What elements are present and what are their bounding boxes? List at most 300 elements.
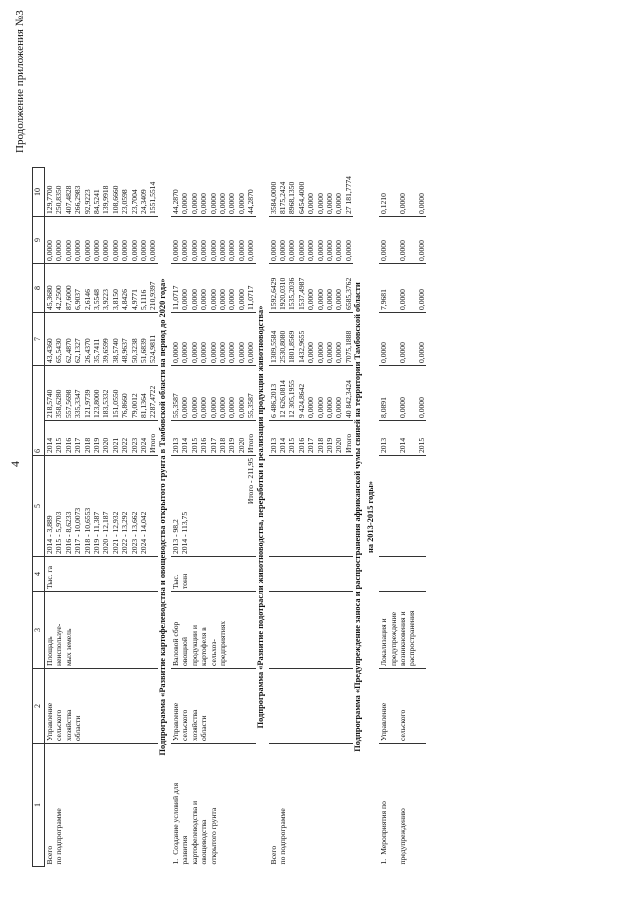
value-cell: 0,0000	[209, 366, 218, 421]
cell-text: 2014 - 3,889	[45, 515, 54, 554]
value-cell: 65,5430	[54, 313, 63, 366]
value-cell: 0,0000	[73, 217, 82, 264]
cell-text: Площадь	[45, 636, 54, 666]
budget-table	[32, 167, 426, 867]
cell-col-2	[278, 669, 287, 744]
cell-text: продукции и	[189, 625, 199, 666]
value-cell: 0,0000	[417, 217, 426, 264]
subprogram-title-asf-years: на 2013-2015 годы»	[366, 481, 376, 553]
cell-col-5	[325, 456, 334, 557]
value-cell: 250,8350	[54, 168, 63, 217]
value-cell: 0,0000	[344, 217, 353, 264]
year-cell: 2018	[316, 421, 325, 456]
value-cell: 183,5332	[101, 366, 110, 421]
value-cell: 0,0000	[325, 168, 334, 217]
cell-col-3	[111, 592, 120, 669]
cell-col-4	[237, 557, 246, 592]
value-cell: 5,1116	[139, 264, 148, 313]
value-cell: 6,9037	[73, 264, 82, 313]
cell-text: 2014 - 113,75	[180, 511, 190, 554]
cell-col-1	[325, 744, 334, 867]
value-cell: 12 305,1955	[287, 366, 296, 421]
cell-col-2	[306, 669, 315, 744]
value-cell: 0,0000	[306, 168, 315, 217]
cell-col-3	[120, 592, 129, 669]
cell-col-1	[227, 744, 236, 867]
year-cell: 2013	[379, 421, 398, 456]
value-cell: 0,0000	[218, 366, 227, 421]
cell-text: хозяйства	[189, 709, 199, 741]
cell-col-1	[334, 744, 343, 867]
cell-col-3	[171, 592, 180, 669]
cell-text: Всего	[268, 845, 278, 865]
cell-col-4	[101, 557, 110, 592]
cell-col-1	[297, 744, 306, 867]
value-cell: 0,0000	[334, 313, 343, 366]
cell-col-5	[199, 456, 208, 557]
cell-col-1	[148, 744, 157, 867]
value-cell: 76,8660	[120, 366, 129, 421]
cell-col-2	[246, 669, 255, 744]
cell-text: неиспользуе-	[54, 623, 64, 666]
value-cell: 0,0000	[209, 217, 218, 264]
cell-col-3	[316, 592, 325, 669]
value-cell: 1592,6429	[269, 264, 278, 313]
value-cell: 9 424,8642	[297, 366, 306, 421]
cell-col-5	[278, 456, 287, 557]
value-cell: 42,2500	[54, 264, 63, 313]
cell-col-5	[417, 456, 426, 557]
cell-col-4	[269, 557, 278, 592]
year-cell: 2020	[101, 421, 110, 456]
cell-col-2	[227, 669, 236, 744]
value-cell: 358,6280	[54, 366, 63, 421]
cell-col-5	[209, 456, 218, 557]
cell-text: Локализация и предупреждение	[379, 611, 398, 666]
value-cell: 0,0000	[218, 168, 227, 217]
cell-col-2	[199, 669, 208, 744]
value-cell: 0,0000	[190, 366, 199, 421]
cell-col-1	[92, 744, 101, 867]
year-cell: Итого	[246, 421, 255, 456]
value-cell: 0,0000	[227, 217, 236, 264]
cell-text: Создание условий для	[170, 782, 180, 855]
cell-col-5	[344, 456, 353, 557]
table-row	[306, 168, 315, 867]
value-cell: 55,3587	[246, 366, 255, 421]
cell-col-4	[344, 557, 353, 592]
cell-col-5	[92, 456, 101, 557]
cell-text: овощеводства	[199, 819, 209, 865]
cell-text: 2020 - 12,187	[101, 511, 111, 554]
value-cell: 0,0000	[306, 264, 315, 313]
cell-text: 2022 - 13,292	[120, 511, 130, 554]
cell-text: сельского	[398, 709, 407, 741]
cell-text: Тыс.	[170, 574, 180, 589]
value-cell: 50,3238	[130, 313, 139, 366]
cell-col-2	[45, 669, 55, 744]
cell-col-4	[246, 557, 255, 592]
value-cell: 2287,4722	[148, 366, 157, 421]
header-col-4: 4	[33, 557, 45, 592]
cell-col-5	[101, 456, 110, 557]
cell-col-5	[190, 456, 199, 557]
value-cell: 1432,9655	[297, 313, 306, 366]
value-cell: 0,0000	[246, 313, 255, 366]
cell-col-4	[398, 557, 417, 592]
subprogram-title-livestock: Подпрограмма «Развитие подотрасли животноводства, переработки и реализации продукции животноводства»	[255, 305, 265, 729]
cell-text: Управление	[379, 702, 389, 741]
cell-col-5	[287, 456, 296, 557]
cell-text: Тыс. га	[45, 565, 54, 589]
cell-text: мых земель	[63, 628, 73, 666]
value-cell: 12 626,0814	[278, 366, 287, 421]
value-cell: 0,0000	[45, 217, 55, 264]
cell-text: 2016 - 8,6233	[63, 511, 73, 554]
value-cell: 84,5241	[92, 168, 101, 217]
cell-col-2	[73, 669, 82, 744]
cell-col-1	[237, 744, 246, 867]
cell-col-4	[278, 557, 287, 592]
cell-text: Всего	[45, 845, 54, 865]
cell-col-3	[278, 592, 287, 669]
value-cell: 0,0000	[316, 217, 325, 264]
cell-text: области	[73, 715, 83, 741]
cell-col-5	[269, 456, 278, 557]
subprogram-title-potato: Подпрограмма «Развитие картофелеводства и овощеводства открытого грунта в Тамбовской области на период до 2020 года»	[157, 278, 167, 756]
cell-col-1	[45, 744, 55, 867]
value-cell: 0,0000	[297, 217, 306, 264]
value-cell: 87,6000	[64, 264, 73, 313]
value-cell: 0,0000	[316, 366, 325, 421]
cell-col-2	[92, 669, 101, 744]
value-cell: 0,0000	[246, 217, 255, 264]
value-cell: 44,2870	[246, 168, 255, 217]
cell-col-5	[120, 456, 129, 557]
cell-col-2	[287, 669, 296, 744]
cell-col-3	[73, 592, 82, 669]
value-cell: 0,0000	[180, 313, 189, 366]
value-cell: 0,0000	[334, 264, 343, 313]
value-cell: 0,0000	[218, 217, 227, 264]
year-cell: 2016	[297, 421, 306, 456]
year-cell: 2014	[398, 421, 417, 456]
table-row	[130, 168, 139, 867]
value-cell: 0,0000	[237, 264, 246, 313]
cell-total: Итого - 211,95	[246, 458, 256, 505]
row-number: 1.	[170, 858, 180, 865]
year-cell: 2023	[130, 421, 139, 456]
table-row	[218, 168, 227, 867]
cell-col-3	[398, 592, 417, 669]
header-col-8: 8	[33, 264, 45, 313]
table-row	[171, 168, 180, 867]
table-row	[237, 168, 246, 867]
cell-col-4	[45, 557, 55, 592]
cell-text: 2013 - 98,2	[170, 519, 180, 554]
value-cell: 0,0000	[325, 264, 334, 313]
value-cell: 0,0000	[190, 264, 199, 313]
cell-col-4	[180, 557, 189, 592]
year-cell: Итого	[344, 421, 353, 456]
cell-col-3	[227, 592, 236, 669]
value-cell: 0,0000	[218, 313, 227, 366]
value-cell: 40 842,3424	[344, 366, 353, 421]
table-row	[111, 168, 120, 867]
cell-col-5	[171, 456, 180, 557]
value-cell: 407,4828	[64, 168, 73, 217]
cell-col-1	[83, 744, 92, 867]
value-cell: 0,0000	[269, 217, 278, 264]
cell-col-1	[64, 744, 73, 867]
cell-text: хозяйства	[63, 709, 73, 741]
cell-col-1	[379, 744, 398, 867]
value-cell: 0,1210	[379, 168, 398, 217]
value-cell: 139,9918	[101, 168, 110, 217]
value-cell: 23,7004	[130, 168, 139, 217]
cell-col-4	[199, 557, 208, 592]
value-cell: 210,9397	[148, 264, 157, 313]
cell-col-4	[171, 557, 180, 592]
cell-col-3	[45, 592, 55, 669]
cell-col-4	[325, 557, 334, 592]
value-cell: 0,0000	[209, 313, 218, 366]
cell-text: сельхоз-	[208, 639, 218, 666]
value-cell: 0,0000	[306, 217, 315, 264]
cell-text: Мероприятия по	[379, 801, 389, 855]
cell-col-2	[334, 669, 343, 744]
value-cell: 218,5740	[45, 366, 55, 421]
section-asf	[379, 168, 426, 867]
cell-col-2	[64, 669, 73, 744]
value-cell: 0,0000	[209, 264, 218, 313]
table-row	[120, 168, 129, 867]
cell-col-3	[130, 592, 139, 669]
cell-col-1	[344, 744, 353, 867]
value-cell: 121,9739	[83, 366, 92, 421]
cell-col-2	[417, 669, 426, 744]
value-cell: 44,2870	[171, 168, 180, 217]
cell-col-2	[130, 669, 139, 744]
year-cell: 2018	[83, 421, 92, 456]
cell-col-2	[237, 669, 246, 744]
cell-col-2	[218, 669, 227, 744]
cell-col-2	[398, 669, 417, 744]
value-cell: 0,0000	[139, 217, 148, 264]
subprogram-title-asf: Подпрограмма «Предупреждение заноса и распространения африканской чумы свиней на территории Тамбовской области	[353, 282, 363, 752]
value-cell: 45,3680	[45, 264, 55, 313]
cell-col-4	[139, 557, 148, 592]
cell-col-3	[148, 592, 157, 669]
cell-col-5	[130, 456, 139, 557]
table-row	[269, 168, 278, 867]
cell-col-5	[111, 456, 120, 557]
cell-col-4	[227, 557, 236, 592]
cell-col-5	[297, 456, 306, 557]
value-cell: 4,9771	[130, 264, 139, 313]
year-cell: 2015	[287, 421, 296, 456]
value-cell: 7075,1888	[344, 313, 353, 366]
section-land	[45, 168, 158, 867]
value-cell: 0,0000	[227, 264, 236, 313]
cell-col-3	[180, 592, 189, 669]
value-cell: 0,0000	[199, 217, 208, 264]
year-cell: 2016	[199, 421, 208, 456]
value-cell: 8175,2424	[278, 168, 287, 217]
cell-col-1	[278, 744, 287, 867]
value-cell: 123,8000	[92, 366, 101, 421]
cell-col-5	[83, 456, 92, 557]
value-cell: 3,5548	[92, 264, 101, 313]
table-row	[334, 168, 343, 867]
cell-text: предупреждению	[398, 808, 407, 865]
value-cell: 1920,0310	[278, 264, 287, 313]
cell-col-1	[73, 744, 82, 867]
cell-col-1	[269, 744, 278, 867]
value-cell: 0,0000	[54, 217, 63, 264]
cell-col-3	[269, 592, 278, 669]
cell-col-2	[83, 669, 92, 744]
cell-col-1	[417, 744, 426, 867]
value-cell: 0,0000	[417, 168, 426, 217]
value-cell: 0,0000	[199, 313, 208, 366]
cell-col-1	[139, 744, 148, 867]
header-col-10: 10	[33, 168, 45, 217]
value-cell: 108,6660	[111, 168, 120, 217]
cell-text: области	[199, 715, 209, 741]
value-cell: 0,0000	[316, 264, 325, 313]
value-cell: 81,1364	[139, 366, 148, 421]
cell-col-1	[101, 744, 110, 867]
cell-col-1	[180, 744, 189, 867]
value-cell: 48,9637	[120, 313, 129, 366]
table-row	[287, 168, 296, 867]
cell-col-2	[316, 669, 325, 744]
value-cell: 0,0000	[190, 313, 199, 366]
header-col-7: 7	[33, 313, 45, 366]
value-cell: 0,0000	[83, 217, 92, 264]
cell-col-4	[190, 557, 199, 592]
value-cell: 0,0000	[325, 313, 334, 366]
cell-col-4	[64, 557, 73, 592]
value-cell: 0,0000	[379, 217, 398, 264]
cell-col-2	[120, 669, 129, 744]
year-cell: 2024	[139, 421, 148, 456]
value-cell: 0,0000	[237, 313, 246, 366]
cell-col-2	[139, 669, 148, 744]
cell-col-4	[83, 557, 92, 592]
value-cell: 0,0000	[316, 313, 325, 366]
cell-col-5	[334, 456, 343, 557]
cell-col-3	[237, 592, 246, 669]
table-row	[398, 168, 417, 867]
value-cell: 62,4870	[64, 313, 73, 366]
cell-text: 2021 - 12,932	[110, 511, 120, 554]
year-cell: Итого	[148, 421, 157, 456]
value-cell: 0,0000	[190, 168, 199, 217]
cell-col-1	[398, 744, 417, 867]
cell-text: 2018 - 10,6553	[82, 507, 92, 554]
value-cell: 0,0000	[334, 366, 343, 421]
value-cell: 8,0891	[379, 366, 398, 421]
value-cell: 3,9223	[101, 264, 110, 313]
value-cell: 0,0000	[171, 313, 180, 366]
value-cell: 0,0000	[417, 313, 426, 366]
year-cell: 2014	[45, 421, 55, 456]
year-cell: 2015	[417, 421, 426, 456]
cell-col-1	[190, 744, 199, 867]
table-row	[83, 168, 92, 867]
cell-col-3	[199, 592, 208, 669]
value-cell: 0,0000	[227, 313, 236, 366]
value-cell: 0,0000	[237, 366, 246, 421]
value-cell: 0,0000	[199, 264, 208, 313]
cell-col-1	[209, 744, 218, 867]
value-cell: 0,0000	[101, 217, 110, 264]
value-cell: 0,0000	[398, 313, 417, 366]
value-cell: 92,9223	[83, 168, 92, 217]
cell-col-2	[101, 669, 110, 744]
cell-col-1	[120, 744, 129, 867]
cell-text: возникновения и распространения	[398, 610, 417, 666]
value-cell: 0,0000	[306, 313, 315, 366]
value-cell: 23,0598	[120, 168, 129, 217]
cell-col-3	[92, 592, 101, 669]
value-cell: 0,0000	[398, 264, 417, 313]
cell-col-5	[316, 456, 325, 557]
year-cell: 2015	[190, 421, 199, 456]
header-col-9: 9	[33, 217, 45, 264]
cell-col-1	[218, 744, 227, 867]
cell-col-2	[171, 669, 180, 744]
cell-col-3	[287, 592, 296, 669]
cell-text: 2015 - 5,9703	[54, 511, 64, 554]
value-cell: 0,0000	[130, 217, 139, 264]
value-cell: 1309,5584	[269, 313, 278, 366]
cell-col-1	[111, 744, 120, 867]
cell-text: сельского	[180, 709, 190, 741]
cell-col-3	[297, 592, 306, 669]
cell-col-2	[190, 669, 199, 744]
value-cell: 266,2983	[73, 168, 82, 217]
header-col-2: 2	[33, 669, 45, 744]
value-cell: 11,0717	[246, 264, 255, 313]
value-cell: 0,0000	[218, 264, 227, 313]
cell-col-2	[111, 669, 120, 744]
cell-col-4	[316, 557, 325, 592]
table-header-row	[33, 168, 45, 867]
value-cell: 0,0000	[92, 217, 101, 264]
cell-text: открытого грунта	[208, 807, 218, 865]
table-row	[278, 168, 287, 867]
value-cell: 0,0000	[379, 313, 398, 366]
table-row	[325, 168, 334, 867]
cell-col-5	[139, 456, 148, 557]
cell-text: 2017 - 10,0073	[73, 507, 83, 554]
table-row	[316, 168, 325, 867]
value-cell: 39,6599	[101, 313, 110, 366]
cell-text: тонн	[180, 573, 190, 589]
cell-col-3	[246, 592, 255, 669]
cell-col-4	[417, 557, 426, 592]
continuation-caption: Продолжение приложения №3	[14, 10, 26, 153]
table-row	[344, 168, 353, 867]
cell-col-3	[344, 592, 353, 669]
value-cell: 3584,0000	[269, 168, 278, 217]
cell-col-4	[306, 557, 315, 592]
table-row	[54, 168, 63, 867]
value-cell: 0,0000	[199, 366, 208, 421]
